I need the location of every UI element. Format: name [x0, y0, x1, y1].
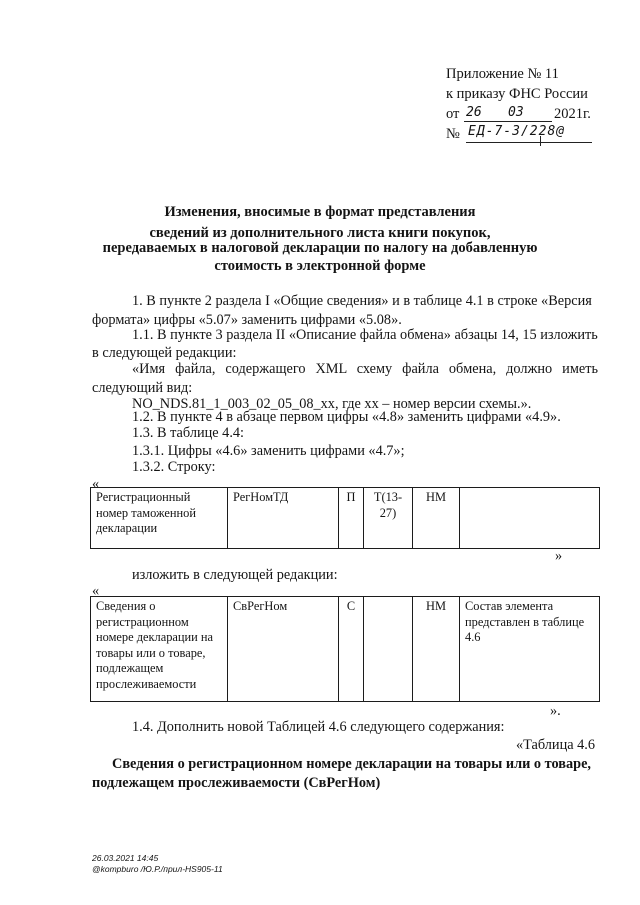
footer-file-ref: @kompburo /Ю.Р./прил-НS905-11 [92, 864, 223, 874]
paragraph-5: 1.2. В пункте 4 в абзаце первом цифры «4.8» заменить цифрами «4.9». [132, 409, 561, 425]
cell-element-notes [460, 488, 600, 549]
paragraph-2-line-1: 1.1. В пункте 3 раздела II «Описание файла обмена» абзацы 14, 15 изложить [132, 327, 598, 343]
date-month: 03 [508, 105, 524, 120]
cell-element-code: СвРегНом [228, 597, 339, 702]
doc-title-line-3: передаваемых в налоговой декларации по налогу на добавленную [102, 240, 538, 256]
paragraph-6: 1.3. В таблице 4.4: [132, 425, 245, 441]
paragraph-10: 1.4. Дополнить новой Таблицей 4.6 следующего содержания: [132, 719, 505, 735]
close-quote-1: » [555, 548, 563, 564]
cell-element-name: Регистрационный номер таможенной декларации [91, 488, 228, 549]
table-row [91, 597, 600, 702]
date-day: 26 [466, 105, 482, 120]
doc-title-line-1: Изменения, вносимые в формат представления [164, 204, 476, 220]
paragraph-1-line-2: формата» цифры «5.07» заменить цифрами «5.08». [92, 312, 402, 328]
paragraph-9: изложить в следующей редакции: [132, 567, 338, 583]
paragraph-2-line-2: в следующей редакции: [92, 345, 237, 361]
cell-element-format: Т(13-27) [364, 488, 413, 549]
cell-element-format [364, 597, 413, 702]
footer-timestamp: 26.03.2021 14:45 [92, 853, 159, 863]
number-prefix: № [446, 126, 460, 142]
paragraph-1-line-1: 1. В пункте 2 раздела I «Общие сведения» и в таблице 4.1 в строке «Версия [132, 293, 592, 309]
close-quote-2: ». [550, 703, 561, 719]
table-4-6-title-line-1: Сведения о регистрационном номере декларации на товары или о товаре, [112, 756, 591, 772]
paragraph-3-line-2: следующий вид: [92, 380, 193, 396]
order-date [446, 104, 606, 124]
cell-element-code: РегНомТД [228, 488, 339, 549]
paragraph-8: 1.3.2. Строку: [132, 459, 216, 475]
doc-title-line-2: сведений из дополнительного листа книги покупок, [149, 225, 491, 241]
cell-element-notes: Состав элемента представлен в таблице 4.6 [460, 597, 600, 702]
paragraph-7: 1.3.1. Цифры «4.6» заменить цифрами «4.7»; [132, 443, 405, 459]
appendix-label: Приложение № 11 [446, 66, 559, 82]
table-row [91, 488, 600, 549]
number-tick [540, 136, 541, 146]
date-year: 2021г. [554, 106, 591, 122]
order-number [446, 124, 606, 146]
doc-title-line-4: стоимость в электронной форме [214, 258, 426, 274]
cell-element-type: П [339, 488, 364, 549]
cell-element-required: НМ [413, 597, 460, 702]
paragraph-3-line-1: «Имя файла, содержащего XML схему файла обмена, должно иметь [132, 361, 598, 377]
order-reference: к приказу ФНС России [446, 86, 588, 102]
paragraph-11: «Таблица 4.6 [516, 737, 596, 753]
cell-element-type: С [339, 597, 364, 702]
cell-element-name: Сведения о регистрационном номере декларации на товары или о товаре, подлежащем прослеживаемости [91, 597, 228, 702]
table-original-row [90, 487, 600, 549]
number-underline [466, 142, 592, 143]
table-new-row [90, 596, 600, 702]
cell-element-required: НМ [413, 488, 460, 549]
open-quote-2: « [92, 583, 100, 599]
open-quote-1: « [92, 476, 100, 492]
paragraph-4: NO_NDS.81_1_003_02_05_08_xx, где xx – номер версии схемы.». [132, 396, 532, 412]
table-4-6-title-line-2: подлежащем прослеживаемости (СвРегНом) [92, 775, 381, 791]
date-prefix: от [446, 106, 460, 122]
number-value: ЕД-7-3/228@ [468, 124, 566, 139]
